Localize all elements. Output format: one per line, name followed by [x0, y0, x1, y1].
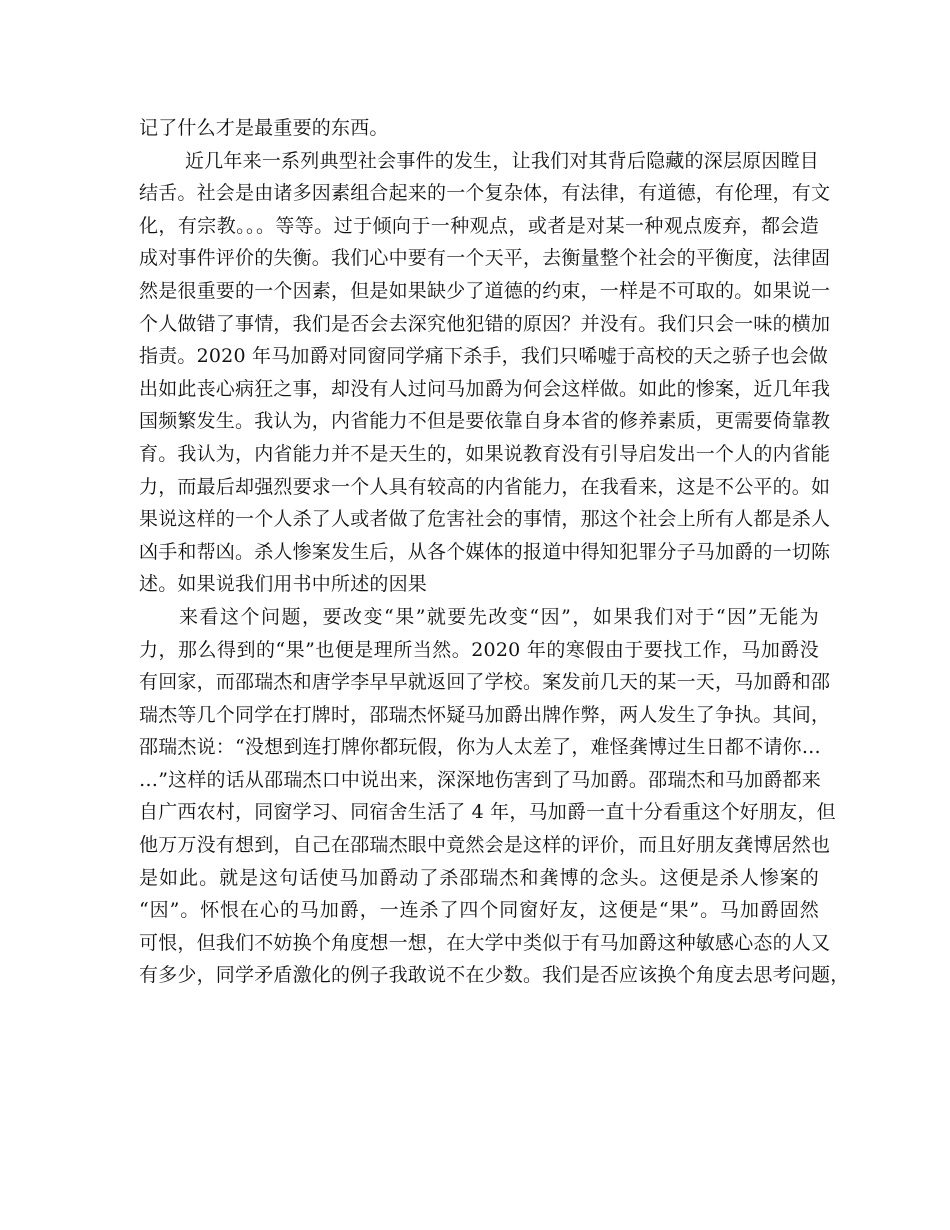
text-line: 可恨，但我们不妨换个角度想一想，在大学中类似于有马加爵这种敏感心态的人又 — [139, 931, 831, 954]
text-line: 育。我认为，内省能力并不是天生的，如果说教育没有引导启发出一个人的内省能 — [139, 442, 831, 465]
body-text — [139, 112, 850, 992]
text-line: 他万万没有想到，自己在邵瑞杰眼中竟然会是这样的评价，而且好朋友龚博居然也 — [139, 834, 831, 857]
text-line: 有回家，而邵瑞杰和唐学李早早就返回了学校。案发前几天的某一天，马加爵和邵 — [139, 671, 831, 694]
text-line: 邵瑞杰说：“没想到连打牌你都玩假，你为人太差了，难怪龚博过生日都不请你… — [139, 736, 821, 759]
text-line: 近几年来一系列典型社会事件的发生，让我们对其背后隐藏的深层原因瞠目 — [185, 149, 819, 172]
text-line: 力，那么得到的“果”也便是理所当然。2020 年的寒假由于要找工作，马加爵没 — [139, 638, 819, 661]
text-line: 个人做错了事情，我们是否会去深究他犯错的原因？并没有。我们只会一味的横加 — [139, 312, 831, 335]
text-line: 结舌。社会是由诸多因素组合起来的一个复杂体，有法律，有道德，有伦理，有文 — [139, 182, 831, 205]
text-line: 力，而最后却强烈要求一个人具有较高的内省能力，在我看来，这是不公平的。如 — [139, 475, 831, 498]
text-line: 来看这个问题，要改变“果”就要先改变“因”，如果我们对于“因”无能为 — [179, 605, 819, 628]
text-line: 是如此。就是这句话使马加爵动了杀邵瑞杰和龚博的念头。这便是杀人惨案的 — [139, 866, 819, 889]
text-line: 化，有宗教。。。等等。过于倾向于一种观点，或者是对某一种观点废弃，都会造 — [139, 214, 819, 237]
text-line: 成对事件评价的失衡。我们心中要有一个天平，去衡量整个社会的平衡度，法律固 — [139, 247, 831, 270]
text-line: 述。如果说我们用书中所述的因果 — [139, 573, 428, 596]
text-line: 自广西农村，同窗学习、同宿舍生活了 4 年，马加爵一直十分看重这个好朋友，但 — [139, 801, 836, 824]
text-line: 有多少，同学矛盾激化的例子我敢说不在少数。我们是否应该换个角度去思考问题， — [139, 964, 850, 987]
text-line: 瑞杰等几个同学在打牌时，邵瑞杰怀疑马加爵出牌作弊，两人发生了争执。其间， — [139, 703, 831, 726]
text-line: 记了什么才是最重要的东西。 — [139, 117, 389, 139]
text-line: 果说这样的一个人杀了人或者做了危害社会的事情，那这个社会上所有人都是杀人 — [139, 508, 831, 531]
text-line: 然是很重要的一个因素，但是如果缺少了道德的约束，一样是不可取的。如果说一 — [139, 279, 831, 302]
text-line: 国频繁发生。我认为，内省能力不但是要依靠自身本省的修养素质，更需要倚靠教 — [139, 410, 831, 433]
text-line: “因”。怀恨在心的马加爵，一连杀了四个同窗好友，这便是“果”。马加爵固然 — [139, 899, 819, 922]
text-line: 凶手和帮凶。杀人惨案发生后，从各个媒体的报道中得知犯罪分子马加爵的一切陈 — [139, 540, 831, 563]
text-line: 出如此丧心病狂之事，却没有人过问马加爵为何会这样做。如此的惨案，近几年我 — [139, 377, 831, 400]
text-line: 指责。2020 年马加爵对同窗同学痛下杀手，我们只唏嘘于高校的天之骄子也会做 — [139, 345, 828, 368]
text-line: …”这样的话从邵瑞杰口中说出来，深深地伤害到了马加爵。邵瑞杰和马加爵都来 — [139, 768, 821, 791]
